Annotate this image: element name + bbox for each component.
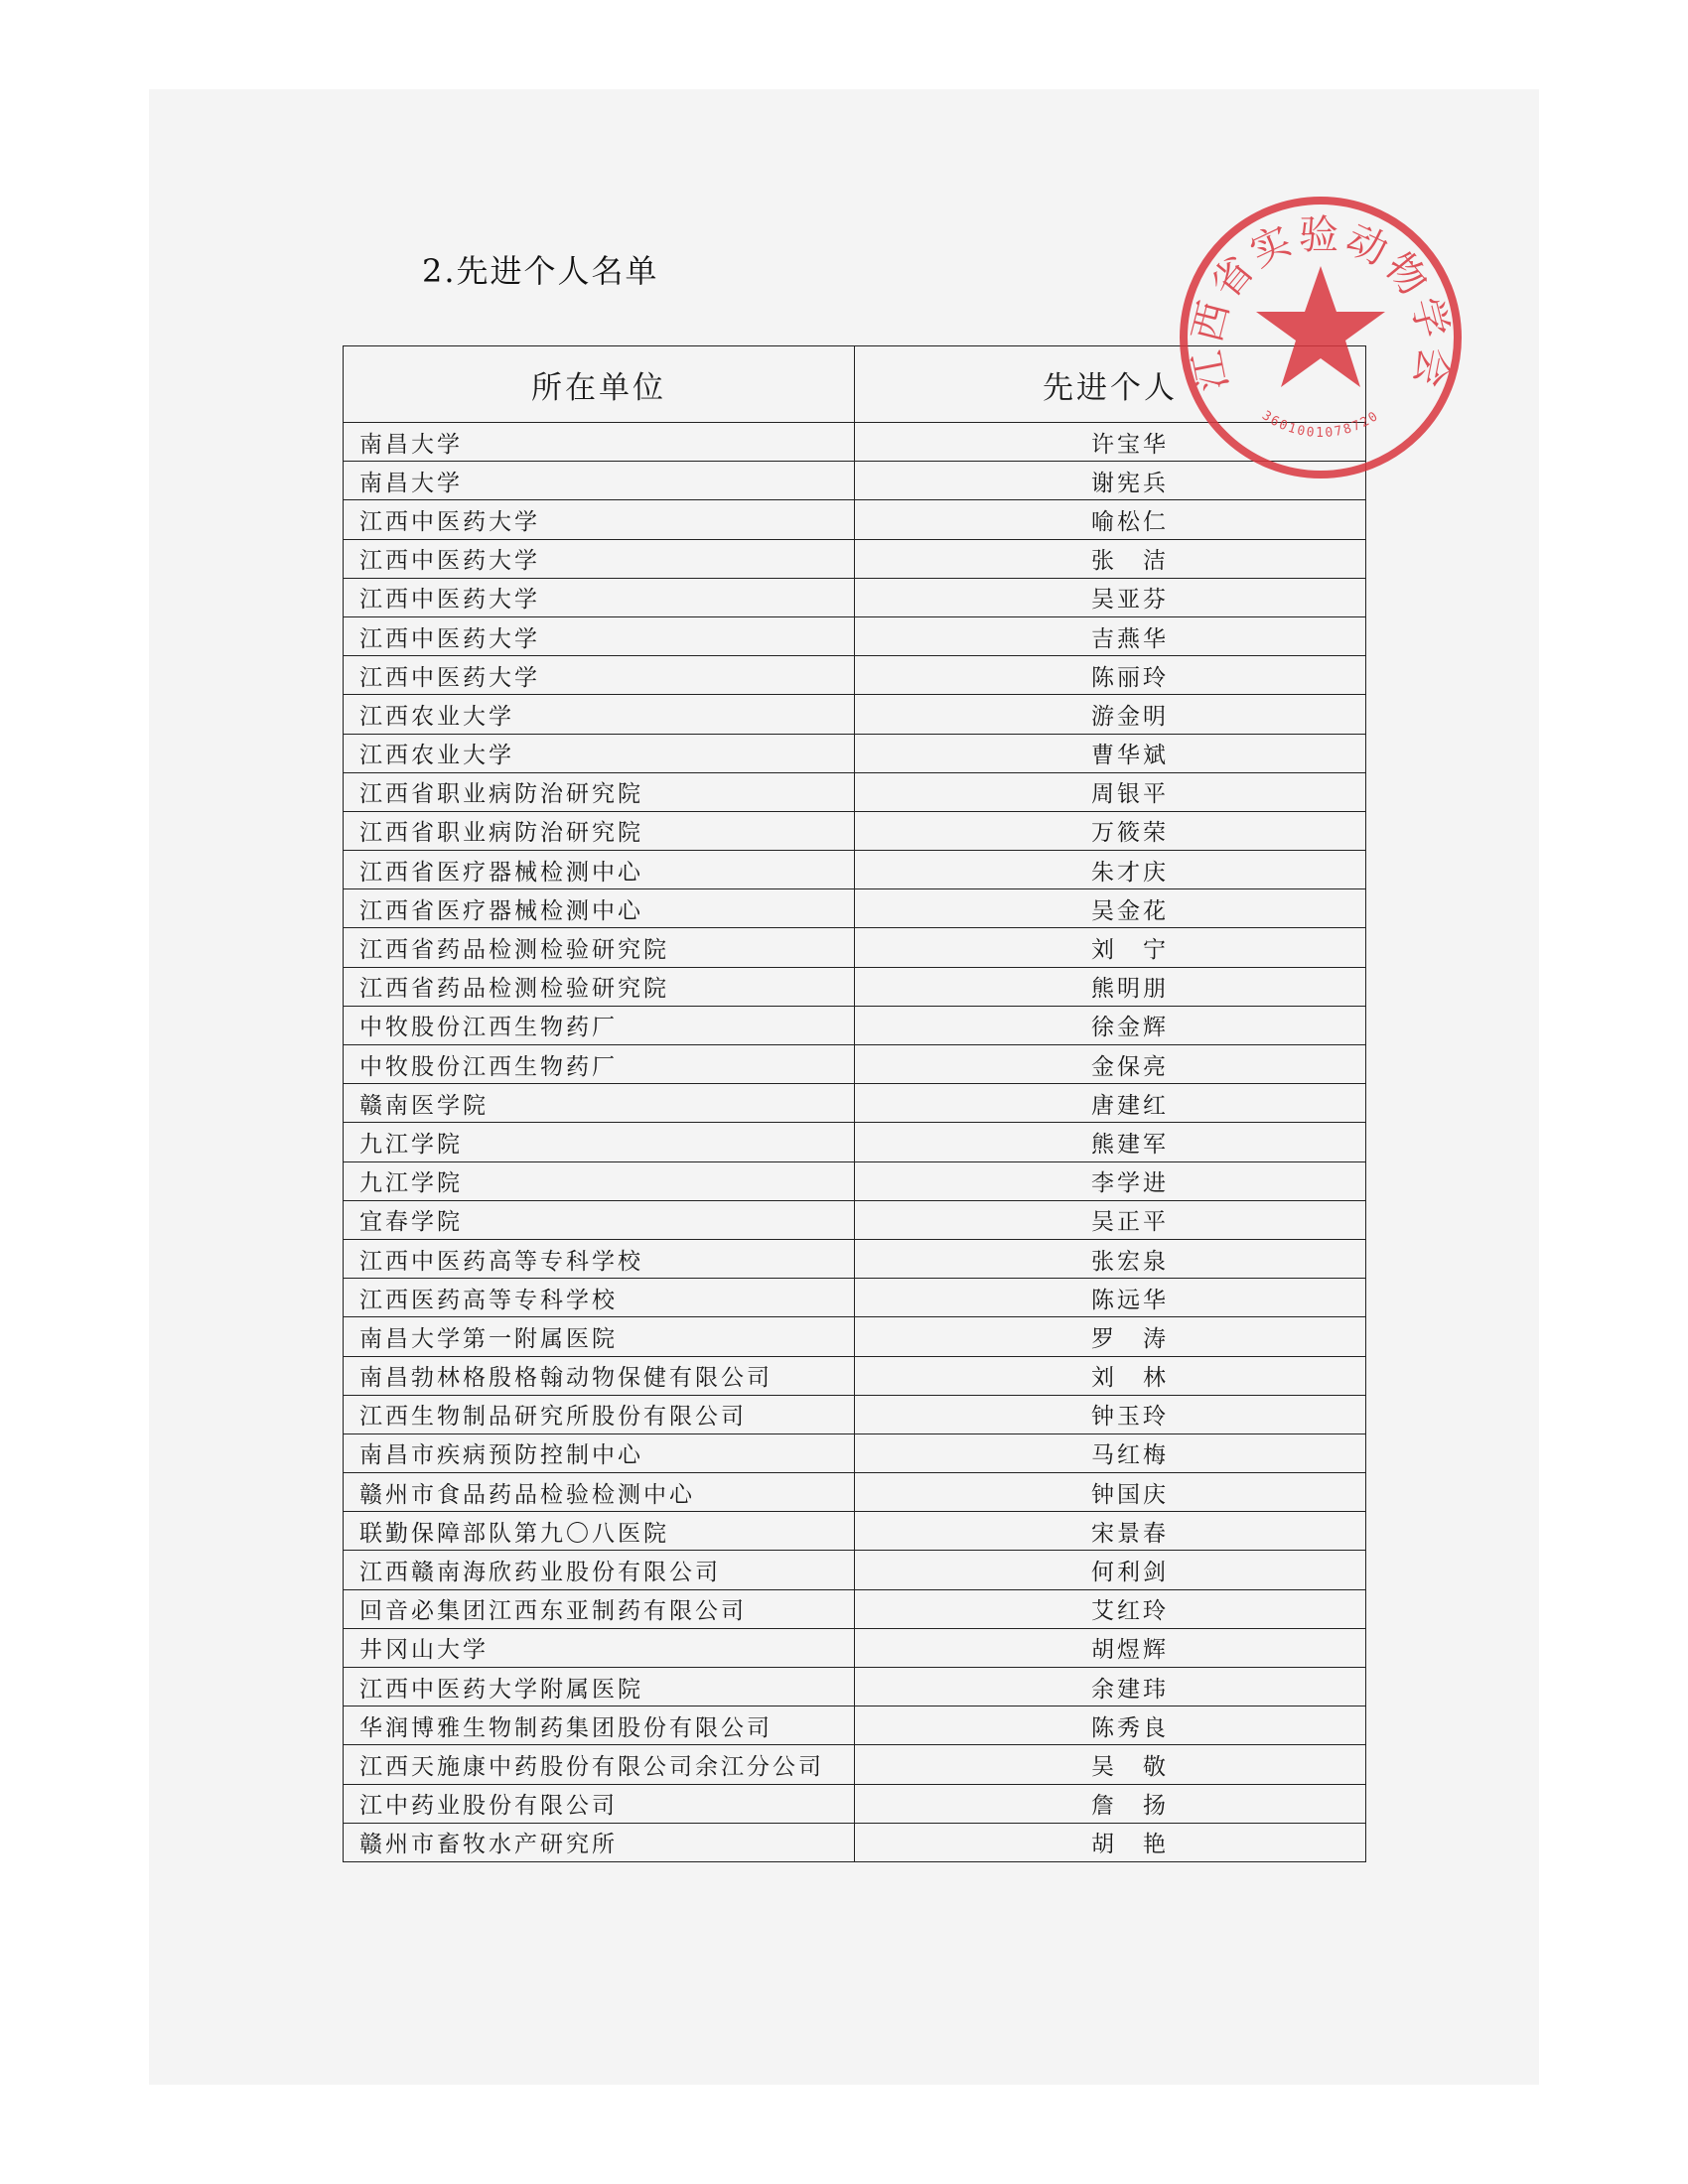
- unit-cell: 井冈山大学: [344, 1628, 855, 1667]
- unit-cell: 江西赣南海欣药业股份有限公司: [344, 1551, 855, 1589]
- person-cell: 陈远华: [855, 1279, 1366, 1317]
- person-cell: 马红梅: [855, 1433, 1366, 1472]
- unit-cell: 江西中医药大学: [344, 539, 855, 578]
- person-cell: 吉燕华: [855, 616, 1366, 655]
- person-cell: 余建玮: [855, 1668, 1366, 1706]
- table-row: [344, 1123, 1366, 1161]
- unit-cell: 华润博雅生物制药集团股份有限公司: [344, 1706, 855, 1745]
- table-row: [344, 695, 1366, 734]
- person-cell: 吴亚芬: [855, 578, 1366, 616]
- table-row: [344, 1628, 1366, 1667]
- person-cell: 胡煜辉: [855, 1628, 1366, 1667]
- person-cell: 宋景春: [855, 1512, 1366, 1551]
- unit-cell: 江西中医药大学: [344, 656, 855, 695]
- person-cell: 周银平: [855, 772, 1366, 811]
- table-row: [344, 851, 1366, 889]
- unit-cell: 赣南医学院: [344, 1084, 855, 1123]
- person-cell: 钟国庆: [855, 1473, 1366, 1512]
- person-cell: 胡 艳: [855, 1823, 1366, 1861]
- person-cell: 许宝华: [855, 423, 1366, 462]
- official-seal-icon: [1172, 189, 1470, 486]
- unit-cell: 江西中医药大学: [344, 500, 855, 539]
- table-row: [344, 1045, 1366, 1084]
- table-row: [344, 889, 1366, 928]
- unit-cell: 江西省医疗器械检测中心: [344, 889, 855, 928]
- table-row: [344, 1084, 1366, 1123]
- seal-name-text: 江西省实验动物学会: [1184, 212, 1458, 395]
- person-cell: 刘 林: [855, 1356, 1366, 1395]
- unit-cell: 九江学院: [344, 1123, 855, 1161]
- unit-cell: 江西医药高等专科学校: [344, 1279, 855, 1317]
- person-column-header: 先进个人: [855, 346, 1366, 423]
- person-cell: 张 洁: [855, 539, 1366, 578]
- unit-cell: 宜春学院: [344, 1200, 855, 1239]
- unit-cell: 江西生物制品研究所股份有限公司: [344, 1395, 855, 1433]
- table-row: [344, 616, 1366, 655]
- table-row: [344, 1551, 1366, 1589]
- table-row: [344, 1589, 1366, 1628]
- table-row: [344, 734, 1366, 772]
- person-cell: 万筱荣: [855, 811, 1366, 850]
- table-row: [344, 1161, 1366, 1200]
- unit-cell: 江西省药品检测检验研究院: [344, 928, 855, 967]
- table-row: [344, 1784, 1366, 1823]
- table-row: [344, 1706, 1366, 1745]
- person-cell: 艾红玲: [855, 1589, 1366, 1628]
- table-row: [344, 928, 1366, 967]
- person-cell: 曹华斌: [855, 734, 1366, 772]
- advanced-individuals-table: [343, 345, 1366, 1862]
- section-heading: 2.先进个人名单: [422, 252, 659, 290]
- table-row: [344, 1006, 1366, 1044]
- table-row: [344, 1239, 1366, 1278]
- table-row: [344, 1473, 1366, 1512]
- unit-cell: 赣州市食品药品检验检测中心: [344, 1473, 855, 1512]
- unit-column-header: 所在单位: [344, 346, 855, 423]
- unit-cell: 联勤保障部队第九〇八医院: [344, 1512, 855, 1551]
- unit-cell: 赣州市畜牧水产研究所: [344, 1823, 855, 1861]
- person-cell: 吴 敬: [855, 1745, 1366, 1784]
- unit-cell: 回音必集团江西东亚制药有限公司: [344, 1589, 855, 1628]
- person-cell: 李学进: [855, 1161, 1366, 1200]
- person-cell: 罗 涛: [855, 1317, 1366, 1356]
- table-row: [344, 1279, 1366, 1317]
- person-cell: 徐金辉: [855, 1006, 1366, 1044]
- unit-cell: 南昌勃林格殷格翰动物保健有限公司: [344, 1356, 855, 1395]
- table-row: [344, 811, 1366, 850]
- table-row: [344, 1395, 1366, 1433]
- person-cell: 金保亮: [855, 1045, 1366, 1084]
- svg-text:3601001078720: [1259, 408, 1382, 441]
- unit-cell: 南昌大学: [344, 423, 855, 462]
- table-row: [344, 1200, 1366, 1239]
- table-row: [344, 1433, 1366, 1472]
- unit-cell: 南昌大学: [344, 462, 855, 500]
- table-row: [344, 967, 1366, 1006]
- unit-cell: 江中药业股份有限公司: [344, 1784, 855, 1823]
- person-cell: 何利剑: [855, 1551, 1366, 1589]
- table-row: [344, 1668, 1366, 1706]
- person-cell: 刘 宁: [855, 928, 1366, 967]
- table-row: [344, 1512, 1366, 1551]
- table-row: [344, 539, 1366, 578]
- person-cell: 熊建军: [855, 1123, 1366, 1161]
- person-cell: 陈秀良: [855, 1706, 1366, 1745]
- unit-cell: 中牧股份江西生物药厂: [344, 1006, 855, 1044]
- table-row: [344, 1745, 1366, 1784]
- person-cell: 喻松仁: [855, 500, 1366, 539]
- unit-cell: 江西省医疗器械检测中心: [344, 851, 855, 889]
- unit-cell: 江西天施康中药股份有限公司余江分公司: [344, 1745, 855, 1784]
- unit-cell: 江西省职业病防治研究院: [344, 772, 855, 811]
- unit-cell: 江西中医药大学: [344, 616, 855, 655]
- person-cell: 熊明朋: [855, 967, 1366, 1006]
- unit-cell: 南昌大学第一附属医院: [344, 1317, 855, 1356]
- person-cell: 詹 扬: [855, 1784, 1366, 1823]
- table-row: [344, 1317, 1366, 1356]
- table-row: [344, 772, 1366, 811]
- unit-cell: 南昌市疾病预防控制中心: [344, 1433, 855, 1472]
- person-cell: 张宏泉: [855, 1239, 1366, 1278]
- seal-code-text: 3601001078720: [1259, 408, 1382, 441]
- unit-cell: 江西省职业病防治研究院: [344, 811, 855, 850]
- unit-cell: 江西中医药高等专科学校: [344, 1239, 855, 1278]
- unit-cell: 江西中医药大学附属医院: [344, 1668, 855, 1706]
- unit-cell: 江西农业大学: [344, 695, 855, 734]
- unit-cell: 江西省药品检测检验研究院: [344, 967, 855, 1006]
- person-cell: 游金明: [855, 695, 1366, 734]
- person-cell: 钟玉玲: [855, 1395, 1366, 1433]
- person-cell: 谢宪兵: [855, 462, 1366, 500]
- person-cell: 唐建红: [855, 1084, 1366, 1123]
- unit-cell: 九江学院: [344, 1161, 855, 1200]
- unit-cell: 中牧股份江西生物药厂: [344, 1045, 855, 1084]
- table-row: [344, 656, 1366, 695]
- person-cell: 朱才庆: [855, 851, 1366, 889]
- person-cell: 吴正平: [855, 1200, 1366, 1239]
- table-row: [344, 500, 1366, 539]
- table-row: [344, 1823, 1366, 1861]
- table-row: [344, 578, 1366, 616]
- unit-cell: 江西中医药大学: [344, 578, 855, 616]
- person-cell: 陈丽玲: [855, 656, 1366, 695]
- table-row: [344, 1356, 1366, 1395]
- unit-cell: 江西农业大学: [344, 734, 855, 772]
- person-cell: 吴金花: [855, 889, 1366, 928]
- table-body: [344, 423, 1366, 1862]
